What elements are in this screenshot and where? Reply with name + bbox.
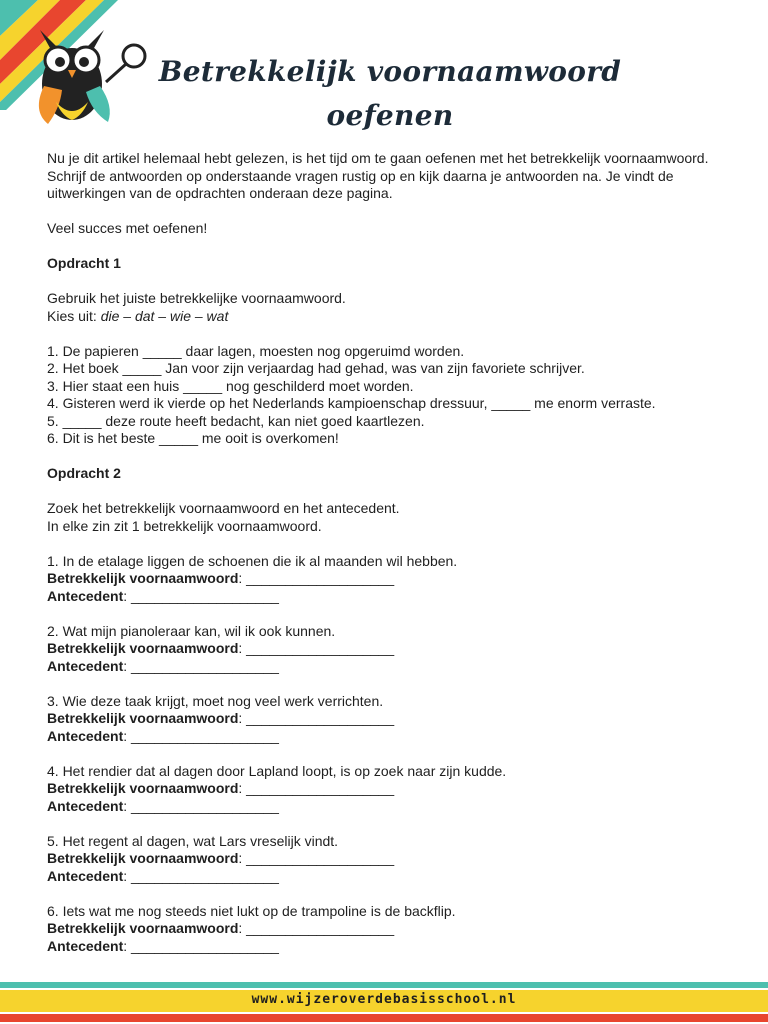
bv-blank: : ___________________ (238, 710, 395, 726)
antecedent-label: Antecedent (47, 937, 124, 954)
opdracht-2-sentence: 2. Wat mijn pianoleraar kan, wil ik ook kunnen. (47, 622, 336, 639)
antecedent-blank: : ___________________ (123, 937, 279, 954)
worksheet-content (47, 150, 727, 955)
answer-line-antecedent (47, 588, 727, 606)
opdracht-2-sentence: 4. Het rendier dat al dagen door Lapland loopt, is op zoek naar zijn kudde. (47, 762, 507, 779)
page-title (150, 50, 630, 138)
opdracht-1-item: 3. Hier staat een huis _____ nog geschilderd moet worden. (47, 377, 414, 394)
antecedent-label: Antecedent (47, 727, 124, 744)
answer-line-antecedent (47, 868, 727, 886)
answer-line-bv (47, 920, 727, 938)
antecedent-label: Antecedent (47, 657, 124, 674)
choices-label: Kies uit: (47, 307, 101, 324)
opdracht-2-sentence: 3. Wie deze taak krijgt, moet nog veel werk verrichten. (47, 692, 384, 709)
owl-logo-icon (22, 16, 162, 126)
bv-label: Betrekkelijk voornaamwoord (47, 780, 239, 796)
answer-line-bv (47, 570, 727, 588)
opdracht-2-sentence: 6. Iets wat me nog steeds niet lukt op de trampoline is de backflip. (47, 902, 456, 919)
bv-label: Betrekkelijk voornaamwoord (47, 710, 239, 726)
antecedent-blank: : ___________________ (123, 727, 279, 744)
bv-label: Betrekkelijk voornaamwoord (47, 920, 239, 936)
bv-label: Betrekkelijk voornaamwoord (47, 850, 239, 866)
answer-line-antecedent (47, 938, 727, 956)
footer-website-link[interactable]: www.wijzeroverdebasisschool.nl (251, 992, 517, 1007)
title-line-1: Betrekkelijk voornaamwoord (158, 55, 622, 88)
antecedent-blank: : ___________________ (123, 867, 279, 884)
antecedent-blank: : ___________________ (123, 657, 279, 674)
bv-label: Betrekkelijk voornaamwoord (47, 570, 239, 586)
title-line-2: oefenen (326, 99, 454, 132)
footer-stripe-teal (0, 982, 768, 988)
opdracht-2-instruction-2: In elke zin zit 1 betrekkelijk voornaamwoord. (47, 517, 322, 534)
choices-list: die – dat – wie – wat (100, 307, 229, 324)
opdracht-1-item: 5. _____ deze route heeft bedacht, kan niet goed kaartlezen. (47, 412, 425, 429)
answer-line-bv (47, 780, 727, 798)
opdracht-1-item: 2. Het boek _____ Jan voor zijn verjaardag had gehad, was van zijn favoriete schrijver. (47, 360, 585, 376)
intro-paragraph: Nu je dit artikel helemaal hebt gelezen, is het tijd om te gaan oefenen met het betrekkelijk voornaamwoord. Schrijf de antwoorden op onderstaande vragen rustig op en kijk daarna je antwoorden na. Je vindt de uitwerkingen van de opdrachten onderaan deze pagina. (47, 150, 709, 201)
opdracht-2-instruction-1: Zoek het betrekkelijk voornaamwoord en het antecedent. (47, 500, 400, 516)
bv-blank: : ___________________ (238, 920, 395, 936)
antecedent-label: Antecedent (47, 867, 124, 884)
antecedent-blank: : ___________________ (123, 797, 279, 814)
bv-blank: : ___________________ (238, 850, 395, 866)
answer-line-antecedent (47, 728, 727, 746)
answer-line-bv (47, 710, 727, 728)
opdracht-2-sentence: 5. Het regent al dagen, wat Lars vreselijk vindt. (47, 832, 339, 849)
opdracht-1-heading: Opdracht 1 (47, 255, 121, 271)
bv-label: Betrekkelijk voornaamwoord (47, 640, 239, 656)
opdracht-1-choices-line (47, 308, 727, 326)
bv-blank: : ___________________ (238, 640, 395, 656)
opdracht-1-instruction: Gebruik het juiste betrekkelijke voornaamwoord. (47, 290, 346, 306)
antecedent-label: Antecedent (47, 797, 124, 814)
answer-line-antecedent (47, 798, 727, 816)
good-luck-text: Veel succes met oefenen! (47, 220, 208, 236)
footer-stripe-red (0, 1014, 768, 1022)
answer-line-bv (47, 850, 727, 868)
opdracht-2-heading: Opdracht 2 (47, 465, 121, 481)
answer-line-antecedent (47, 658, 727, 676)
opdracht-1-item: 4. Gisteren werd ik vierde op het Nederlands kampioenschap dressuur, _____ me enorm verraste. (47, 395, 656, 411)
bv-blank: : ___________________ (238, 780, 395, 796)
opdracht-1-item: 6. Dit is het beste _____ me ooit is overkomen! (47, 430, 339, 446)
footer-bar (0, 982, 768, 1024)
antecedent-blank: : ___________________ (123, 587, 279, 604)
answer-line-bv (47, 640, 727, 658)
opdracht-1-item: 1. De papieren _____ daar lagen, moesten nog opgeruimd worden. (47, 342, 465, 359)
bv-blank: : ___________________ (238, 570, 395, 586)
opdracht-2-sentence: 1. In de etalage liggen de schoenen die ik al maanden wil hebben. (47, 552, 458, 569)
antecedent-label: Antecedent (47, 587, 124, 604)
